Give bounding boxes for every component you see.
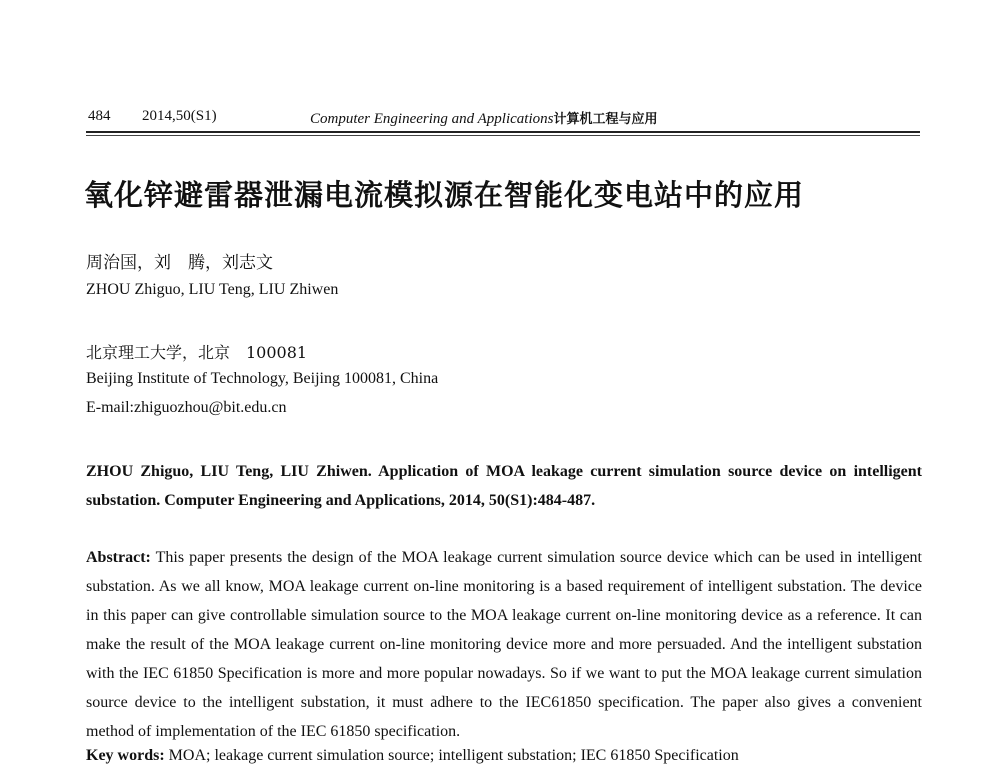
- running-header: [88, 108, 920, 132]
- journal-name-en: Computer Engineering and Applications: [310, 111, 554, 127]
- header-rule-thick: [86, 131, 920, 133]
- authors-english: ZHOU Zhiguo, LIU Teng, LIU Zhiwen: [86, 281, 339, 298]
- keywords: [86, 747, 922, 765]
- author-email: E-mail:zhiguozhou@bit.edu.cn: [86, 399, 287, 416]
- volume-issue: 2014,50(S1): [142, 108, 217, 124]
- abstract-text: This paper presents the design of the MOA leakage current simulation source device which can be used in intelligent substation. As we all know, MOA leakage current on-line monitoring is a based requirement of intelligent substation. The device in this paper can give controllable simulation source to the MOA leakage current on-line monitoring device as a reference. It can make the result of the MOA leakage current on-line monitoring device more and more persuaded. And the intelligent substation with the IEC 61850 Specification is more and more popular nowadays. So if we want to put the MOA leakage current simulation source device to the intelligent substation, it must adhere to the IEC61850 specification. The paper also gives a convenient method of implementation of the IEC 61850 specification.: [86, 549, 923, 740]
- journal-name-cn: 计算机工程与应用: [553, 112, 658, 127]
- abstract: [86, 543, 922, 746]
- paper-title: 氧化锌避雷器泄漏电流模拟源在智能化变电站中的应用: [84, 178, 805, 212]
- affiliation-chinese: 北京理工大学，北京 100081: [86, 343, 308, 362]
- keywords-text: MOA; leakage current simulation source; intelligent substation; IEC 61850 Specification: [168, 747, 739, 764]
- keywords-label: Key words:: [86, 747, 165, 764]
- affiliation-english: Beijing Institute of Technology, Beijing 100081, China: [86, 370, 439, 387]
- page-number: 484: [88, 108, 111, 124]
- abstract-label: Abstract:: [86, 549, 151, 566]
- authors-chinese: 周治国，刘 腾，刘志文: [86, 253, 273, 273]
- citation: ZHOU Zhiguo, LIU Teng, LIU Zhiwen. Application of MOA leakage current simulation source device on intelligent substation. Computer Engineering and Applications, 2014, 50(S1):484-487.: [86, 463, 922, 509]
- journal-name: [310, 108, 657, 128]
- header-rule-thin: [86, 135, 920, 136]
